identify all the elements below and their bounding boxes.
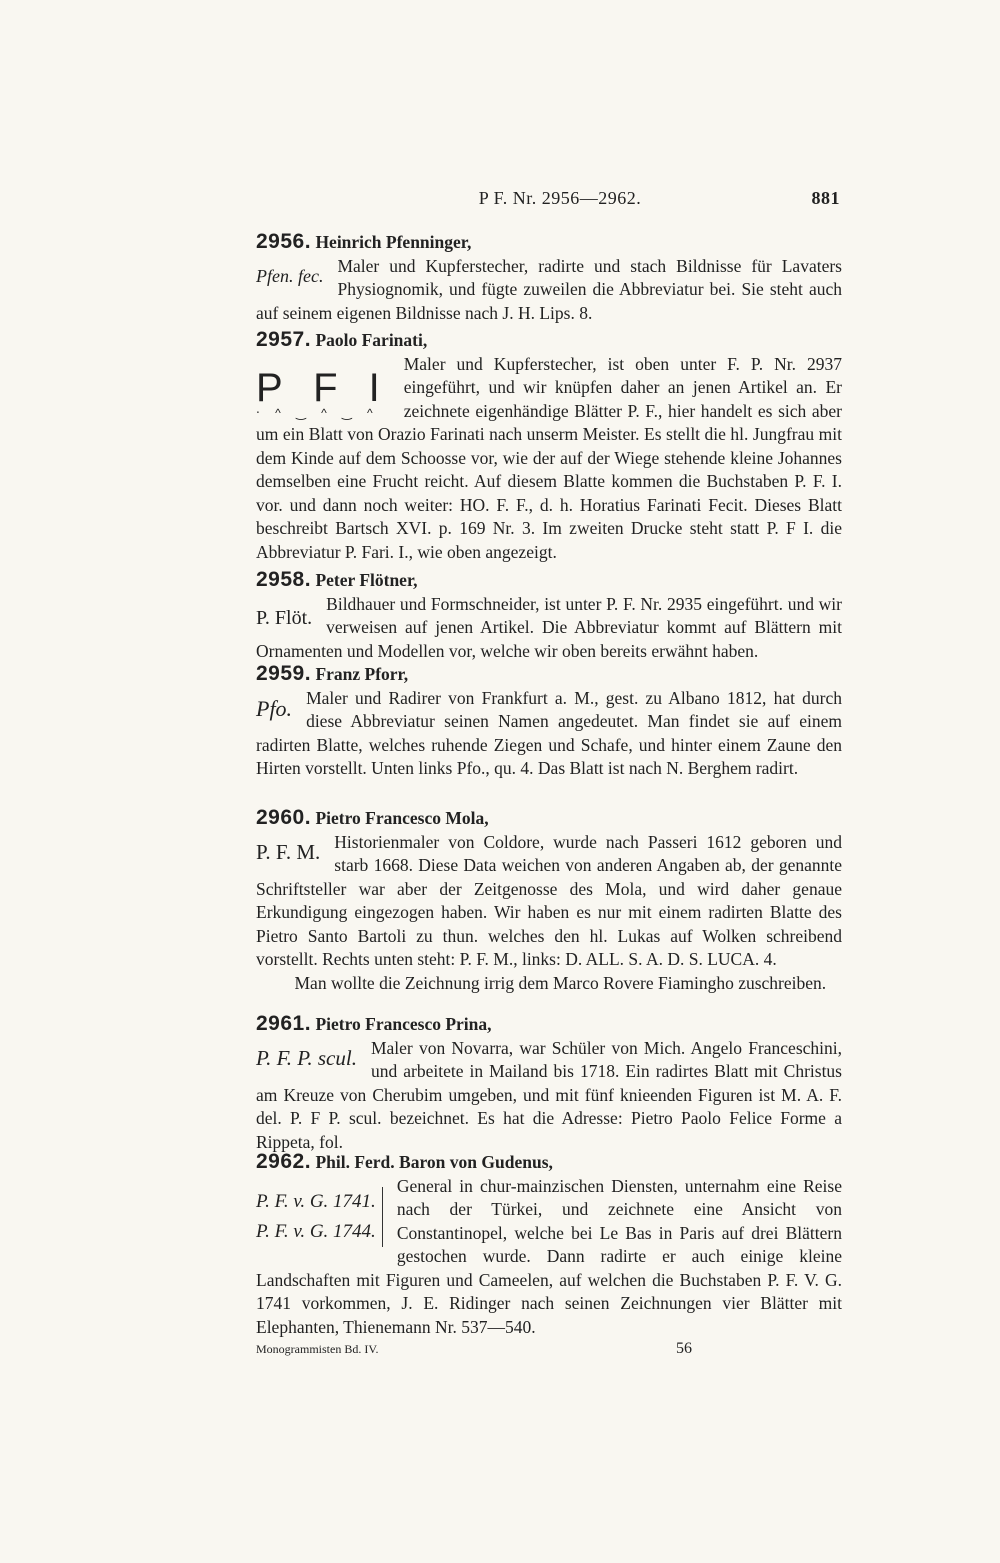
- artist-name: Pietro Francesco Prina,: [315, 1014, 492, 1034]
- entry-text: Historienmaler von Coldore, wurde nach Passeri 1612 geboren und starb 1668. Diese Data weichen von anderen Angaben ab, der genannte Schriftsteller war aber der Zeitgenosse des Mola, und wird daher genaue Erkundigung eingezogen haben. Wir haben es nur mit einem radirten Blatte des Pietro Santo Bartoli zu thun. welches den hl. Lukas auf Wolken schreibend vorstellt. Rechts unten steht: P. F. M., links: D. ALL. S. A. D. S. LUCA. 4.: [256, 831, 842, 969]
- entry-number: 2956.: [256, 230, 312, 253]
- artist-name: Pietro Francesco Mola,: [315, 808, 489, 828]
- monogram-line: P. F. v. G. 1744.: [256, 1220, 376, 1242]
- monogram-line: P. F. v. G. 1741.: [256, 1190, 376, 1212]
- monogram-letters: P F I: [256, 365, 390, 410]
- entry-text: Maler und Kupferstecher, radirte und stach Bildnisse für Lavaters Physiognomik, und fügte zuweilen die Abbreviatur bei. Sie steht auch auf seinem eigenen Bildnisse nach J. H. Lips. 8.: [256, 255, 842, 323]
- page-number: 881: [811, 188, 840, 208]
- artist-name: Peter Flötner,: [315, 570, 418, 590]
- monogram-marks: ‧ ^ ‿ ^ ‿ ^: [256, 405, 379, 420]
- monogram: P. F. M.: [256, 839, 321, 864]
- page-footer: [256, 1342, 842, 1357]
- entry-number: 2962.: [256, 1150, 312, 1173]
- entry-text-note: Man wollte die Zeichnung irrig dem Marco Rovere Fiamingho zuschreiben.: [294, 972, 827, 993]
- entry-number: 2957.: [256, 328, 312, 351]
- monogram: P. Flöt.: [256, 606, 313, 629]
- entry-number: 2958.: [256, 568, 312, 591]
- entry-2958: [256, 568, 842, 663]
- footer-volume: Monogrammisten Bd. IV.: [256, 1342, 379, 1356]
- monogram: P. F. P. scul.: [256, 1045, 357, 1070]
- monogram: [256, 365, 390, 420]
- entry-text: Maler und Radirer von Frankfurt a. M., gest. zu Albano 1812, hat durch diese Abbreviatur seinen Namen angedeutet. Man findet sie auf einem radirten Blatte, welches ruhende Ziegen und Schafe, und hinter einem Zaune den Hirten vorstellt. Unten links Pfo., qu. 4. Das Blatt ist nach N. Berghem radirt.: [256, 687, 842, 778]
- artist-name: Paolo Farinati,: [315, 330, 428, 350]
- artist-name: Phil. Ferd. Baron von Gudenus,: [315, 1152, 553, 1172]
- entry-2956: [256, 230, 842, 325]
- monogram: [256, 1187, 383, 1247]
- artist-name: Heinrich Pfenninger,: [315, 232, 472, 252]
- entry-text: Maler von Novarra, war Schüler von Mich. Angelo Franceschini, und arbeitete in Mailand bis 1718. Ein radirtes Blatt mit Christus am Kreuze von Cherubim umgeben, und mit fünf knieenden Figuren ist M. A. F. del. P. F P. scul. bezeichnet. Es hat die Adresse: Pietro Paolo Felice Forme a Rippeta, fol.: [256, 1037, 842, 1152]
- entry-2962: [256, 1150, 842, 1339]
- entry-2957: [256, 328, 842, 564]
- entry-text: General in chur-mainzischen Diensten, unternahm eine Reise nach der Türkei, und zeichnete eine Ansicht von Constantinopel, welche bei Le Bas in Paris auf drei Blättern gestochen wurde. Dann radirte er auch einige kleine Landschaften mit Figuren und Cameelen, auf welchen die Buchstaben P. F. V. G. 1741 vorkommen, J. E. Ridinger nach seinen Zeichnungen vier Blätter mit Elephanten, Thienemann Nr. 537—540.: [256, 1175, 842, 1337]
- running-header: [280, 188, 840, 212]
- signature-mark: 56: [676, 1340, 692, 1357]
- entry-number: 2961.: [256, 1012, 312, 1035]
- entry-2961: [256, 1012, 842, 1154]
- monogram: Pfo.: [256, 695, 293, 721]
- artist-name: Franz Pforr,: [315, 664, 409, 684]
- monogram: Pfen. fec.: [256, 265, 324, 286]
- entry-text: Maler und Kupferstecher, ist oben unter F. P. Nr. 2937 eingeführt, und wir knüpfen daher an jenen Artikel an. Er zeichnete eigenhändige Blätter P. F., hier handelt es sich aber um ein Blatt von Orazio Farinati nach unserm Meister. Es stellt die hl. Jungfrau mit dem Kinde auf dem Schoosse vor, wie der auf der Wiege stehende kleine Johannes demselben eine Frucht reicht. Auf diesem Blatte kommen die Buchstaben P. F. I. vor. und dann noch weiter: HO. F. F., d. h. Horatius Farinati Fecit. Dieses Blatt beschreibt Bartsch XVI. p. 169 Nr. 3. Im zweiten Drucke steht statt P. F I. die Abbreviatur P. Fari. I., wie oben angezeigt.: [256, 353, 842, 562]
- entry-2960: [256, 806, 842, 995]
- entry-number: 2960.: [256, 806, 312, 829]
- header-title: P F. Nr. 2956—2962.: [478, 188, 642, 208]
- entry-number: 2959.: [256, 662, 312, 685]
- entry-2959: [256, 662, 842, 781]
- entry-text: Bildhauer und Formschneider, ist unter P. F. Nr. 2935 eingeführt. und wir verweisen auf jenen Artikel. Die Abbreviatur kommt auf Blättern mit Ornamenten und Modellen vor, welche wir oben bereits erwähnt haben.: [256, 593, 842, 661]
